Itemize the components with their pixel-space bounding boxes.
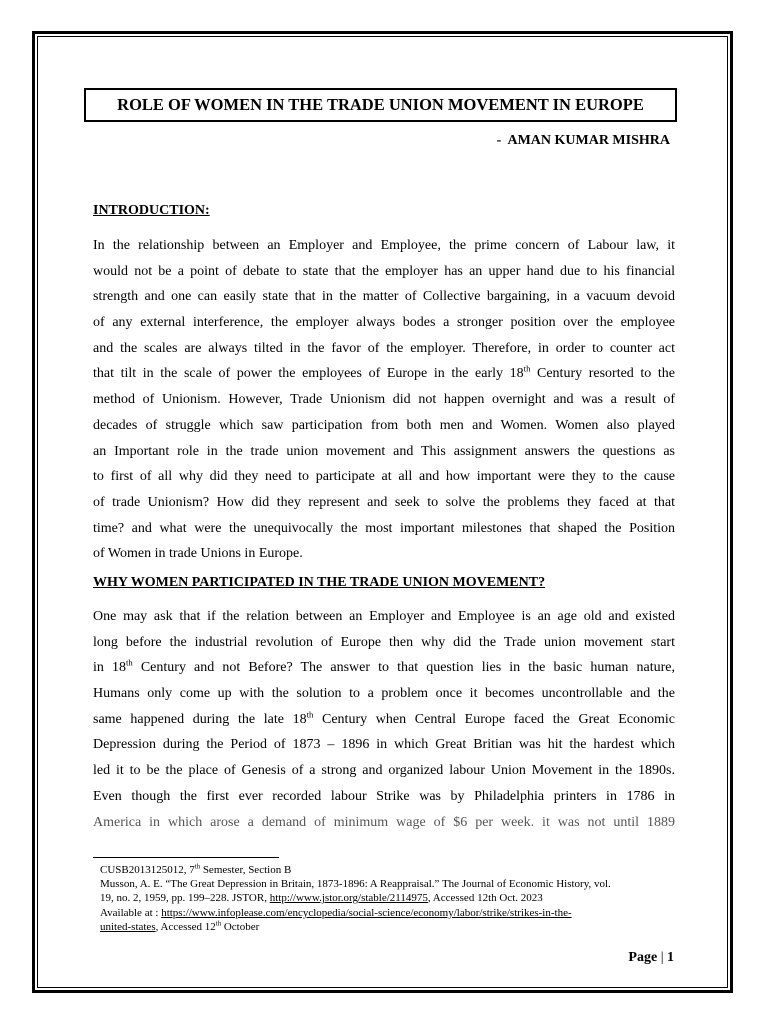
section-heading-why-women: WHY WOMEN PARTICIPATED IN THE TRADE UNION MOVEMENT? bbox=[93, 575, 546, 590]
document-title: ROLE OF WOMEN IN THE TRADE UNION MOVEMENT IN EUROPE bbox=[84, 88, 677, 122]
paragraph-line: would not be a point of debate to state that the employer has an upper hand due to his financial bbox=[93, 263, 675, 279]
infoplease-link-cont[interactable]: united-states bbox=[100, 920, 156, 933]
paragraph-line: America in which arose a demand of minimum wage of $6 per week. it was not until 1889 bbox=[93, 814, 675, 830]
footnote-separator bbox=[93, 857, 279, 858]
why-women-paragraph bbox=[93, 604, 675, 835]
paragraph-line: time? and what were the unequivocally the most important milestones that shaped the Position bbox=[93, 520, 675, 536]
paragraph-line: of any external interference, the employer always bodes a stronger position over the employee bbox=[93, 315, 675, 331]
footnote-1: CUSB2013125012, 7th Semester, Section B bbox=[100, 863, 292, 876]
paragraph-line: in 18th Century and not Before? The answer to that question lies in the basic human nature, bbox=[93, 657, 676, 676]
paragraph-line: to first of all why did they need to participate at all and how important were they to the cause bbox=[93, 469, 675, 485]
paragraph-line: led it to be the place of Genesis of a strong and organized labour Union Movement in the 1890s. bbox=[93, 763, 675, 779]
paragraph-line: Depression during the Period of 1873 – 1896 in which Great Britian was hit the hardest which bbox=[93, 737, 675, 753]
page-number: Page | 1 bbox=[628, 950, 674, 965]
paragraph-line: and the scales are always tilted in the favor of the employer. Therefore, in order to counter act bbox=[93, 340, 675, 356]
paragraph-line: of trade Unionism? How did they represent and seek to solve the problems they faced at that bbox=[93, 494, 675, 510]
paragraph-line: same happened during the late 18th Century when Central Europe faced the Great Economic bbox=[93, 709, 675, 727]
paragraph-line: of Women in trade Unions in Europe. bbox=[93, 546, 303, 562]
footnote-3-cont: united-states, Accessed 12th October bbox=[100, 920, 260, 933]
footnote-2-cont: 19, no. 2, 1959, pp. 199–228. JSTOR, http://www.jstor.org/stable/2114975, Accessed 12th Oct. 2023 bbox=[100, 892, 543, 905]
paragraph-line: Humans only come up with the solution to a problem once it becomes uncontrollable and the bbox=[93, 686, 675, 702]
paragraph-line: In the relationship between an Employer and Employee, the prime concern of Labour law, it bbox=[93, 238, 675, 253]
footnotes bbox=[100, 863, 680, 934]
paragraph-line: long before the industrial revolution of Europe then why did the Trade union movement start bbox=[93, 634, 675, 650]
paragraph-line: method of Unionism. However, Trade Unionism did not happen overnight and was a result of bbox=[93, 392, 675, 408]
paragraph-line: decades of struggle which saw participation from both men and Women. Women also played bbox=[93, 417, 675, 433]
jstor-link[interactable]: http://www.jstor.org/stable/2114975 bbox=[269, 892, 428, 905]
paragraph-line: Even though the first ever recorded labour Strike was by Philadelphia printers in 1786 in bbox=[93, 788, 675, 804]
section-heading-introduction: INTRODUCTION: bbox=[93, 203, 210, 218]
introduction-paragraph bbox=[93, 233, 675, 567]
footnote-2: Musson, A. E. “The Great Depression in Britain, 1873-1896: A Reappraisal.” The Journal of Economic History, vol. bbox=[100, 878, 611, 891]
author-line: - AMAN KUMAR MISHRA bbox=[496, 133, 670, 148]
infoplease-link[interactable]: https://www.infoplease.com/encyclopedia/social-science/economy/labor/strike/strikes-in-the- bbox=[161, 906, 572, 919]
paragraph-line: One may ask that if the relation between an Employer and Employee is an age old and existed bbox=[93, 609, 675, 624]
paragraph-line: that tilt in the scale of power the employees of Europe in the early 18th Century resorted to the bbox=[93, 363, 676, 382]
paragraph-line: an Important role in the trade union movement and This assignment answers the questions as bbox=[93, 443, 675, 459]
paragraph-line: strength and one can easily state that in the matter of Collective bargaining, in a vacuum devoid bbox=[93, 289, 675, 305]
footnote-3: Available at : https://www.infoplease.com/encyclopedia/social-science/economy/labor/strike/strikes-in-the- bbox=[100, 906, 572, 919]
